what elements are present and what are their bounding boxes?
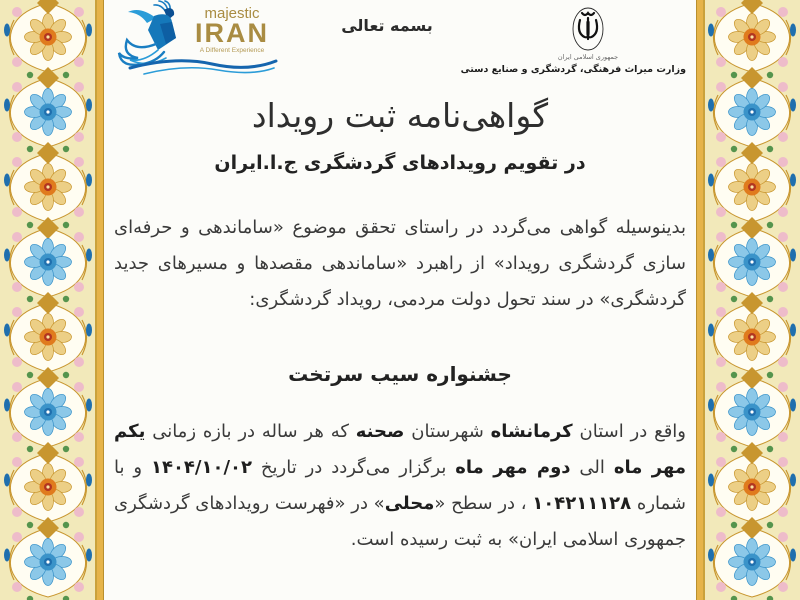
- certificate-subtitle: در تقویم رویدادهای گردشگری ج.ا.ایران: [214, 152, 586, 174]
- ministry-block: [460, 0, 686, 76]
- ministry-name: وزارت میراث فرهنگی، گردشگری و صنایع دستی: [460, 64, 686, 76]
- logo-word-majestic: majestic: [204, 5, 260, 22]
- certificate-intro-paragraph: بدینوسیله گواهی می‌گردد در راستای تحقق موضوع «ساماندهی و حرفه‌ای سازی گردشگری رویداد» از راهبرد «ساماندهی مقصدها و مسیرهای جدید گردشگری» در سند تحول دولت مردمی، رویداد گردشگری:: [114, 217, 686, 310]
- certificate-content: [104, 0, 696, 600]
- certificate-details-paragraph: واقع در استان کرمانشاه شهرستان صحنه که هر ساله در بازه زمانی یکم مهر ماه الی دوم مهر ماه برگزار می‌گردد در تاریخ ۱۴۰۴/۱۰/۰۲ و با شماره ۱۰۴۲۱۱۱۲۸ ، در سطح «محلی» در «فهرست رویدادهای گردشگری جمهوری اسلامی ایران» به ثبت رسیده است.: [114, 421, 686, 550]
- tazhib-pattern-icon: [696, 0, 800, 600]
- logo-tagline: A Different Experience: [199, 47, 265, 54]
- ornamental-border-right: [696, 0, 800, 600]
- ornamental-border-left: [0, 0, 104, 600]
- bismillah-text: بسمه تعالی: [341, 16, 433, 35]
- phoenix-bird-icon: [114, 0, 282, 84]
- tazhib-pattern-icon: [0, 0, 104, 600]
- republic-caption: جمهوری اسلامی ایران: [557, 53, 619, 61]
- majestic-iran-logo: [114, 0, 284, 88]
- certificate-header: [114, 0, 686, 86]
- iran-emblem-icon: [557, 4, 619, 54]
- certificate-title: گواهی‌نامه ثبت رویداد: [251, 96, 549, 135]
- event-name: جشنواره سیب سرتخت: [288, 362, 512, 386]
- logo-word-iran: IRAN: [195, 18, 269, 48]
